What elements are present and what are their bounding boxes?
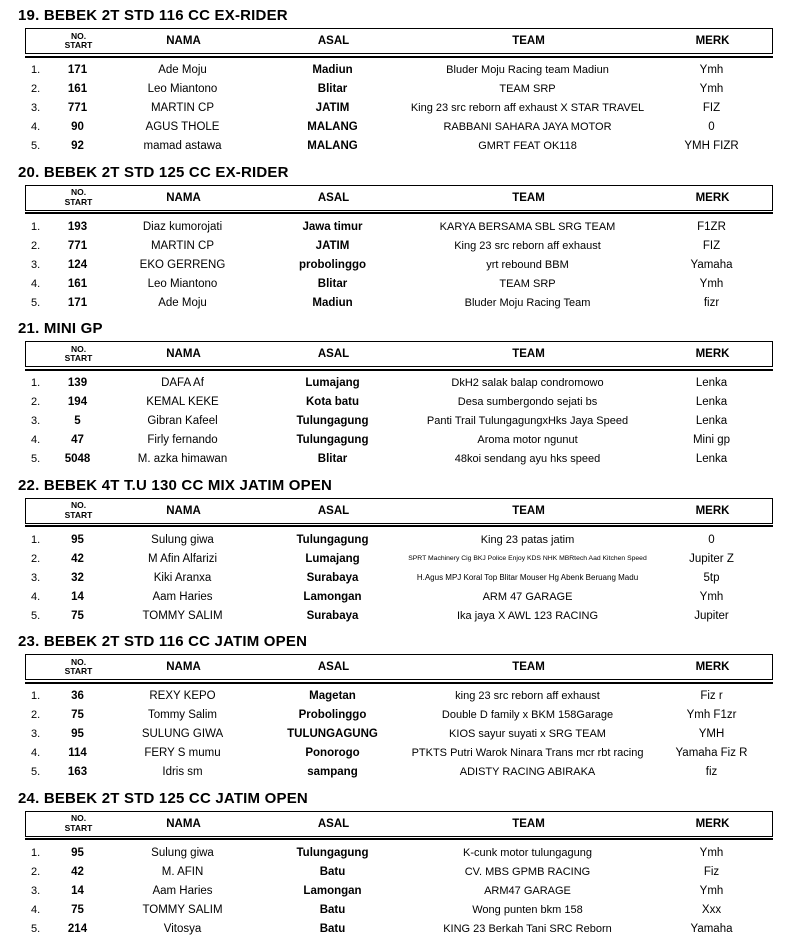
- table-header-row: [25, 654, 773, 680]
- table-body: [25, 684, 773, 782]
- row-position: 4.: [31, 434, 41, 446]
- row-merk: YMH FIZR: [684, 140, 739, 152]
- row-nama: Ade Moju: [158, 296, 207, 309]
- row-nama: Idris sm: [162, 766, 203, 778]
- row-merk: Ymh: [699, 590, 724, 603]
- row-team: yrt rebound BBM: [486, 258, 569, 271]
- row-merk: Ymh: [699, 64, 724, 76]
- row-merk: Ymh F1zr: [686, 709, 737, 721]
- col-header-no-start: [51, 345, 106, 364]
- row-no-start: 161: [67, 83, 88, 95]
- row-position: 5.: [31, 609, 41, 622]
- col-header-team: TEAM: [512, 35, 545, 47]
- col-header-no-start-line2: START: [64, 822, 93, 833]
- row-no-start: 124: [67, 258, 88, 271]
- row-team: ARM 47 GARAGE: [482, 590, 573, 603]
- results-table: [25, 28, 773, 156]
- col-header-asal: ASAL: [317, 191, 350, 204]
- row-team: RABBANI SAHARA JAYA MOTOR: [443, 121, 612, 133]
- row-asal: Batu: [319, 903, 346, 916]
- row-nama: EKO GERRENG: [139, 258, 226, 271]
- row-nama: Firly fernando: [147, 434, 218, 446]
- col-header-no-start-line1: NO.: [70, 30, 87, 41]
- row-merk: F1ZR: [697, 220, 726, 233]
- row-team: TEAM SRP: [499, 277, 556, 290]
- results-table: [25, 498, 773, 626]
- row-merk: Ymh: [699, 846, 724, 859]
- race-section: [0, 633, 800, 782]
- row-no-start: 194: [67, 396, 88, 408]
- col-header-nama: NAMA: [166, 817, 201, 830]
- row-merk: Lenka: [695, 415, 728, 427]
- col-header-team: TEAM: [512, 191, 545, 204]
- row-nama: Leo Miantono: [147, 83, 218, 95]
- row-merk: Ymh: [699, 277, 724, 290]
- row-merk: Ymh: [699, 83, 724, 95]
- row-position: 2.: [31, 83, 41, 95]
- row-no-start: 161: [67, 277, 88, 290]
- row-nama: Sulung giwa: [151, 846, 214, 859]
- table-header-row: [25, 185, 773, 211]
- row-no-start: 95: [71, 846, 84, 859]
- col-header-no-start-line2: START: [64, 509, 93, 520]
- row-asal: Kota batu: [305, 396, 360, 408]
- table-row: [25, 293, 773, 312]
- row-no-start: 5: [74, 415, 81, 427]
- row-team: DkH2 salak balap condromowo: [451, 377, 604, 389]
- col-header-no-start: [51, 188, 106, 207]
- table-row: [25, 99, 773, 118]
- race-section: [0, 164, 800, 313]
- row-asal: Lumajang: [305, 377, 360, 389]
- table-row: [25, 255, 773, 274]
- row-no-start: 163: [67, 766, 88, 778]
- race-section: [0, 320, 800, 469]
- row-position: 4.: [31, 903, 41, 916]
- row-asal: Batu: [319, 865, 346, 878]
- race-section: [0, 790, 800, 939]
- col-header-no-start-line1: NO.: [70, 187, 87, 198]
- row-nama: Ade Moju: [158, 64, 207, 76]
- row-merk: Yamaha Fiz R: [675, 747, 748, 759]
- row-merk: fiz: [705, 766, 718, 778]
- col-header-asal: ASAL: [317, 348, 350, 360]
- row-asal: Lamongan: [303, 590, 362, 603]
- col-header-no-start-line2: START: [64, 40, 93, 50]
- row-team: SPRT Machinery Cig BKJ Police Enjoy KDS NHK MBRtech Aad Kitchen Speed: [408, 555, 647, 562]
- row-merk: Yamaha: [690, 922, 733, 935]
- table-body: [25, 371, 773, 469]
- row-merk: Ymh: [699, 884, 724, 897]
- row-nama: Gibran Kafeel: [147, 415, 218, 427]
- row-team: TEAM SRP: [499, 83, 556, 95]
- row-team: Aroma motor ngunut: [477, 434, 578, 446]
- row-team: KING 23 Berkah Tani SRC Reborn: [443, 922, 612, 935]
- row-position: 4.: [31, 590, 41, 603]
- results-table: [25, 811, 773, 939]
- row-nama: TOMMY SALIM: [142, 609, 223, 622]
- table-row: [25, 217, 773, 236]
- col-header-no-start: [51, 658, 106, 677]
- row-nama: FERY S mumu: [144, 747, 221, 759]
- row-merk: 0: [708, 533, 715, 546]
- row-position: 5.: [31, 296, 41, 309]
- table-row: [25, 900, 773, 919]
- row-asal: Surabaya: [306, 609, 359, 622]
- col-header-nama: NAMA: [166, 35, 201, 47]
- row-nama: Aam Haries: [152, 884, 213, 897]
- row-no-start: 214: [67, 922, 88, 935]
- row-nama: Tommy Salim: [147, 709, 217, 721]
- table-row: [25, 706, 773, 725]
- row-no-start: 75: [71, 609, 84, 622]
- row-merk: YMH: [698, 728, 725, 740]
- row-no-start: 14: [71, 590, 84, 603]
- section-title: 20. BEBEK 2T STD 125 CC EX-RIDER: [18, 163, 289, 181]
- col-header-team: TEAM: [512, 348, 545, 360]
- row-team: King 23 patas jatim: [480, 533, 575, 546]
- row-asal: sampang: [307, 766, 358, 778]
- row-team: ADISTY RACING ABIRAKA: [459, 766, 596, 778]
- row-nama: Leo Miantono: [147, 277, 218, 290]
- row-position: 3.: [31, 415, 41, 427]
- table-row: [25, 61, 773, 80]
- table-row: [25, 431, 773, 450]
- row-asal: MALANG: [307, 140, 358, 152]
- row-nama: M. azka himawan: [137, 453, 228, 465]
- row-no-start: 75: [71, 903, 84, 916]
- row-position: 2.: [31, 396, 41, 408]
- row-position: 3.: [31, 571, 41, 584]
- col-header-team: TEAM: [512, 817, 545, 830]
- row-asal: Lamongan: [303, 884, 362, 897]
- table-header-row: [25, 28, 773, 54]
- col-header-asal: ASAL: [317, 35, 350, 47]
- table-body: [25, 214, 773, 312]
- row-no-start: 90: [71, 121, 84, 133]
- row-merk: FIZ: [702, 102, 721, 114]
- col-header-no-start-line1: NO.: [70, 813, 87, 824]
- row-position: 1.: [31, 64, 41, 76]
- row-merk: Jupiter: [694, 609, 729, 622]
- row-nama: DAFA Af: [161, 377, 204, 389]
- row-merk: Lenka: [695, 396, 728, 408]
- row-nama: mamad astawa: [143, 140, 222, 152]
- row-merk: Fiz: [703, 865, 720, 878]
- row-position: 3.: [31, 258, 41, 271]
- row-asal: Madiun: [312, 296, 353, 309]
- row-asal: Tulungagung: [296, 533, 369, 546]
- table-row: [25, 80, 773, 99]
- row-team: H.Agus MPJ Koral Top Blitar Mouser Hg Abenk Beruang Madu: [416, 573, 639, 582]
- row-position: 2.: [31, 239, 41, 252]
- col-header-team: TEAM: [512, 661, 545, 673]
- row-nama: Diaz kumorojati: [142, 220, 223, 233]
- col-header-merk: MERK: [695, 348, 730, 360]
- row-asal: Tulungagung: [296, 434, 369, 446]
- row-asal: Surabaya: [306, 571, 359, 584]
- row-no-start: 75: [71, 709, 84, 721]
- row-nama: AGUS THOLE: [145, 121, 220, 133]
- row-asal: Madiun: [312, 64, 353, 76]
- table-row: [25, 919, 773, 938]
- row-position: 1.: [31, 533, 41, 546]
- table-body: [25, 840, 773, 938]
- row-nama: M. AFIN: [161, 865, 204, 878]
- race-section: [0, 477, 800, 626]
- row-team: PTKTS Putri Warok Ninara Trans mcr rbt racing: [411, 747, 644, 759]
- col-header-asal: ASAL: [317, 661, 350, 673]
- table-row: [25, 725, 773, 744]
- row-team: ARM47 GARAGE: [484, 884, 571, 897]
- col-header-no-start-line2: START: [64, 666, 93, 676]
- col-header-nama: NAMA: [166, 661, 201, 673]
- col-header-no-start-line2: START: [64, 196, 93, 207]
- table-row: [25, 549, 773, 568]
- row-asal: Ponorogo: [305, 747, 360, 759]
- row-position: 4.: [31, 747, 41, 759]
- table-header-row: [25, 498, 773, 524]
- col-header-merk: MERK: [695, 191, 730, 204]
- table-row: [25, 137, 773, 156]
- col-header-no-start-line1: NO.: [70, 343, 87, 354]
- row-nama: Aam Haries: [152, 590, 213, 603]
- row-no-start: 114: [68, 747, 87, 759]
- row-merk: fizr: [703, 296, 720, 309]
- row-merk: Fiz r: [700, 690, 723, 702]
- col-header-no-start: [51, 814, 106, 833]
- row-merk: 0: [708, 121, 715, 133]
- row-no-start: 92: [71, 140, 84, 152]
- row-position: 1.: [31, 220, 41, 233]
- row-asal: Tulungagung: [296, 846, 369, 859]
- table-row: [25, 587, 773, 606]
- table-body: [25, 58, 773, 156]
- col-header-no-start-line2: START: [64, 353, 93, 363]
- row-team: Double D family x BKM 158Garage: [441, 709, 614, 721]
- col-header-asal: ASAL: [317, 817, 350, 830]
- table-row: [25, 862, 773, 881]
- table-header-row: [25, 341, 773, 367]
- row-team: Panti Trail TulungagungxHks Jaya Speed: [426, 415, 629, 427]
- row-nama: Vitosya: [163, 922, 202, 935]
- row-no-start: 5048: [64, 453, 91, 465]
- row-position: 4.: [31, 277, 41, 290]
- row-position: 2.: [31, 865, 41, 878]
- results-table: [25, 654, 773, 782]
- row-merk: Mini gp: [692, 434, 731, 446]
- row-position: 3.: [31, 728, 41, 740]
- col-header-no-start-line1: NO.: [70, 500, 87, 511]
- row-asal: Probolinggo: [298, 709, 367, 721]
- table-body: [25, 527, 773, 625]
- row-merk: 5tp: [703, 571, 720, 584]
- row-asal: JATIM: [315, 102, 350, 114]
- row-no-start: 32: [71, 571, 84, 584]
- section-title: 22. BEBEK 4T T.U 130 CC MIX JATIM OPEN: [18, 476, 333, 494]
- row-nama: TOMMY SALIM: [142, 903, 223, 916]
- row-no-start: 42: [71, 552, 84, 565]
- col-header-no-start: [51, 32, 106, 51]
- row-merk: Jupiter Z: [689, 552, 734, 565]
- row-nama: Kiki Aranxa: [153, 571, 212, 584]
- row-merk: FIZ: [702, 239, 721, 252]
- table-row: [25, 118, 773, 137]
- row-asal: Blitar: [317, 277, 348, 290]
- row-team: K-cunk motor tulungagung: [462, 846, 593, 859]
- row-position: 3.: [31, 102, 41, 114]
- row-nama: MARTIN CP: [150, 239, 215, 252]
- row-merk: Lenka: [695, 377, 728, 389]
- col-header-merk: MERK: [695, 35, 730, 47]
- table-row: [25, 530, 773, 549]
- row-asal: Lumajang: [305, 552, 360, 565]
- row-nama: SULUNG GIWA: [141, 728, 224, 740]
- col-header-no-start-line1: NO.: [70, 656, 87, 667]
- row-nama: KEMAL KEKE: [146, 396, 219, 408]
- table-row: [25, 450, 773, 469]
- race-section: [0, 7, 800, 156]
- row-merk: Lenka: [695, 453, 728, 465]
- col-header-team: TEAM: [512, 504, 545, 517]
- row-no-start: 771: [67, 239, 88, 252]
- col-header-nama: NAMA: [166, 348, 201, 360]
- table-row: [25, 412, 773, 431]
- row-no-start: 193: [67, 220, 88, 233]
- col-header-asal: ASAL: [317, 504, 350, 517]
- row-nama: Sulung giwa: [151, 533, 214, 546]
- row-asal: Blitar: [317, 453, 348, 465]
- row-asal: Jawa timur: [302, 220, 363, 233]
- row-asal: Blitar: [317, 83, 348, 95]
- row-position: 4.: [31, 121, 41, 133]
- row-no-start: 42: [71, 865, 84, 878]
- table-row: [25, 606, 773, 625]
- row-team: Bluder Moju Racing team Madiun: [446, 64, 609, 76]
- table-row: [25, 687, 773, 706]
- row-nama: M Afin Alfarizi: [147, 552, 218, 565]
- row-team: King 23 src reborn aff exhaust X STAR TRAVEL: [410, 102, 645, 114]
- row-merk: Yamaha: [690, 258, 733, 271]
- row-team: Bluder Moju Racing Team: [464, 296, 591, 309]
- row-position: 5.: [31, 922, 41, 935]
- row-no-start: 36: [71, 690, 84, 702]
- table-row: [25, 744, 773, 763]
- row-position: 2.: [31, 552, 41, 565]
- table-row: [25, 236, 773, 255]
- row-position: 1.: [31, 846, 41, 859]
- row-team: king 23 src reborn aff exhaust: [455, 690, 600, 702]
- row-no-start: 14: [71, 884, 84, 897]
- col-header-no-start: [51, 501, 106, 520]
- col-header-nama: NAMA: [166, 191, 201, 204]
- row-no-start: 771: [67, 102, 88, 114]
- row-asal: MALANG: [307, 121, 358, 133]
- col-header-nama: NAMA: [166, 504, 201, 517]
- row-asal: TULUNGAGUNG: [287, 728, 378, 740]
- row-position: 5.: [31, 453, 41, 465]
- row-position: 5.: [31, 140, 41, 152]
- results-table: [25, 341, 773, 469]
- row-team: Desa sumbergondo sejati bs: [457, 396, 598, 408]
- row-asal: Magetan: [309, 690, 356, 702]
- row-position: 1.: [31, 690, 41, 702]
- col-header-merk: MERK: [695, 661, 730, 673]
- row-no-start: 171: [67, 296, 88, 309]
- section-title: 23. BEBEK 2T STD 116 CC JATIM OPEN: [18, 633, 308, 650]
- col-header-merk: MERK: [695, 504, 730, 517]
- row-team: King 23 src reborn aff exhaust: [454, 239, 601, 252]
- row-position: 3.: [31, 884, 41, 897]
- row-team: GMRT FEAT OK118: [478, 140, 577, 152]
- row-no-start: 95: [71, 533, 84, 546]
- section-title: 19. BEBEK 2T STD 116 CC EX-RIDER: [18, 7, 288, 24]
- row-asal: JATIM: [315, 239, 350, 252]
- table-row: [25, 843, 773, 862]
- row-team: Wong punten bkm 158: [472, 903, 583, 916]
- row-no-start: 171: [67, 64, 88, 76]
- table-row: [25, 881, 773, 900]
- row-no-start: 139: [67, 377, 88, 389]
- row-no-start: 95: [71, 728, 84, 740]
- row-asal: Tulungagung: [296, 415, 369, 427]
- row-asal: Batu: [319, 922, 346, 935]
- row-nama: REXY KEPO: [149, 690, 216, 702]
- section-title: 24. BEBEK 2T STD 125 CC JATIM OPEN: [18, 789, 308, 807]
- table-row: [25, 568, 773, 587]
- table-row: [25, 374, 773, 393]
- row-team: CV. MBS GPMB RACING: [464, 865, 591, 878]
- row-position: 1.: [31, 377, 41, 389]
- row-position: 5.: [31, 766, 41, 778]
- results-table: [25, 185, 773, 313]
- col-header-merk: MERK: [695, 817, 730, 830]
- table-row: [25, 274, 773, 293]
- table-row: [25, 763, 773, 782]
- row-team: KIOS sayur suyati x SRG TEAM: [449, 728, 606, 740]
- row-team: 48koi sendang ayu hks speed: [454, 453, 601, 465]
- row-asal: probolinggo: [298, 258, 367, 271]
- row-team: Ika jaya X AWL 123 RACING: [456, 609, 599, 622]
- table-header-row: [25, 811, 773, 837]
- row-merk: Xxx: [701, 903, 722, 916]
- section-title: 21. MINI GP: [18, 320, 103, 337]
- row-nama: MARTIN CP: [150, 102, 215, 114]
- row-team: KARYA BERSAMA SBL SRG TEAM: [439, 220, 616, 233]
- row-position: 2.: [31, 709, 41, 721]
- row-no-start: 47: [71, 434, 84, 446]
- table-row: [25, 393, 773, 412]
